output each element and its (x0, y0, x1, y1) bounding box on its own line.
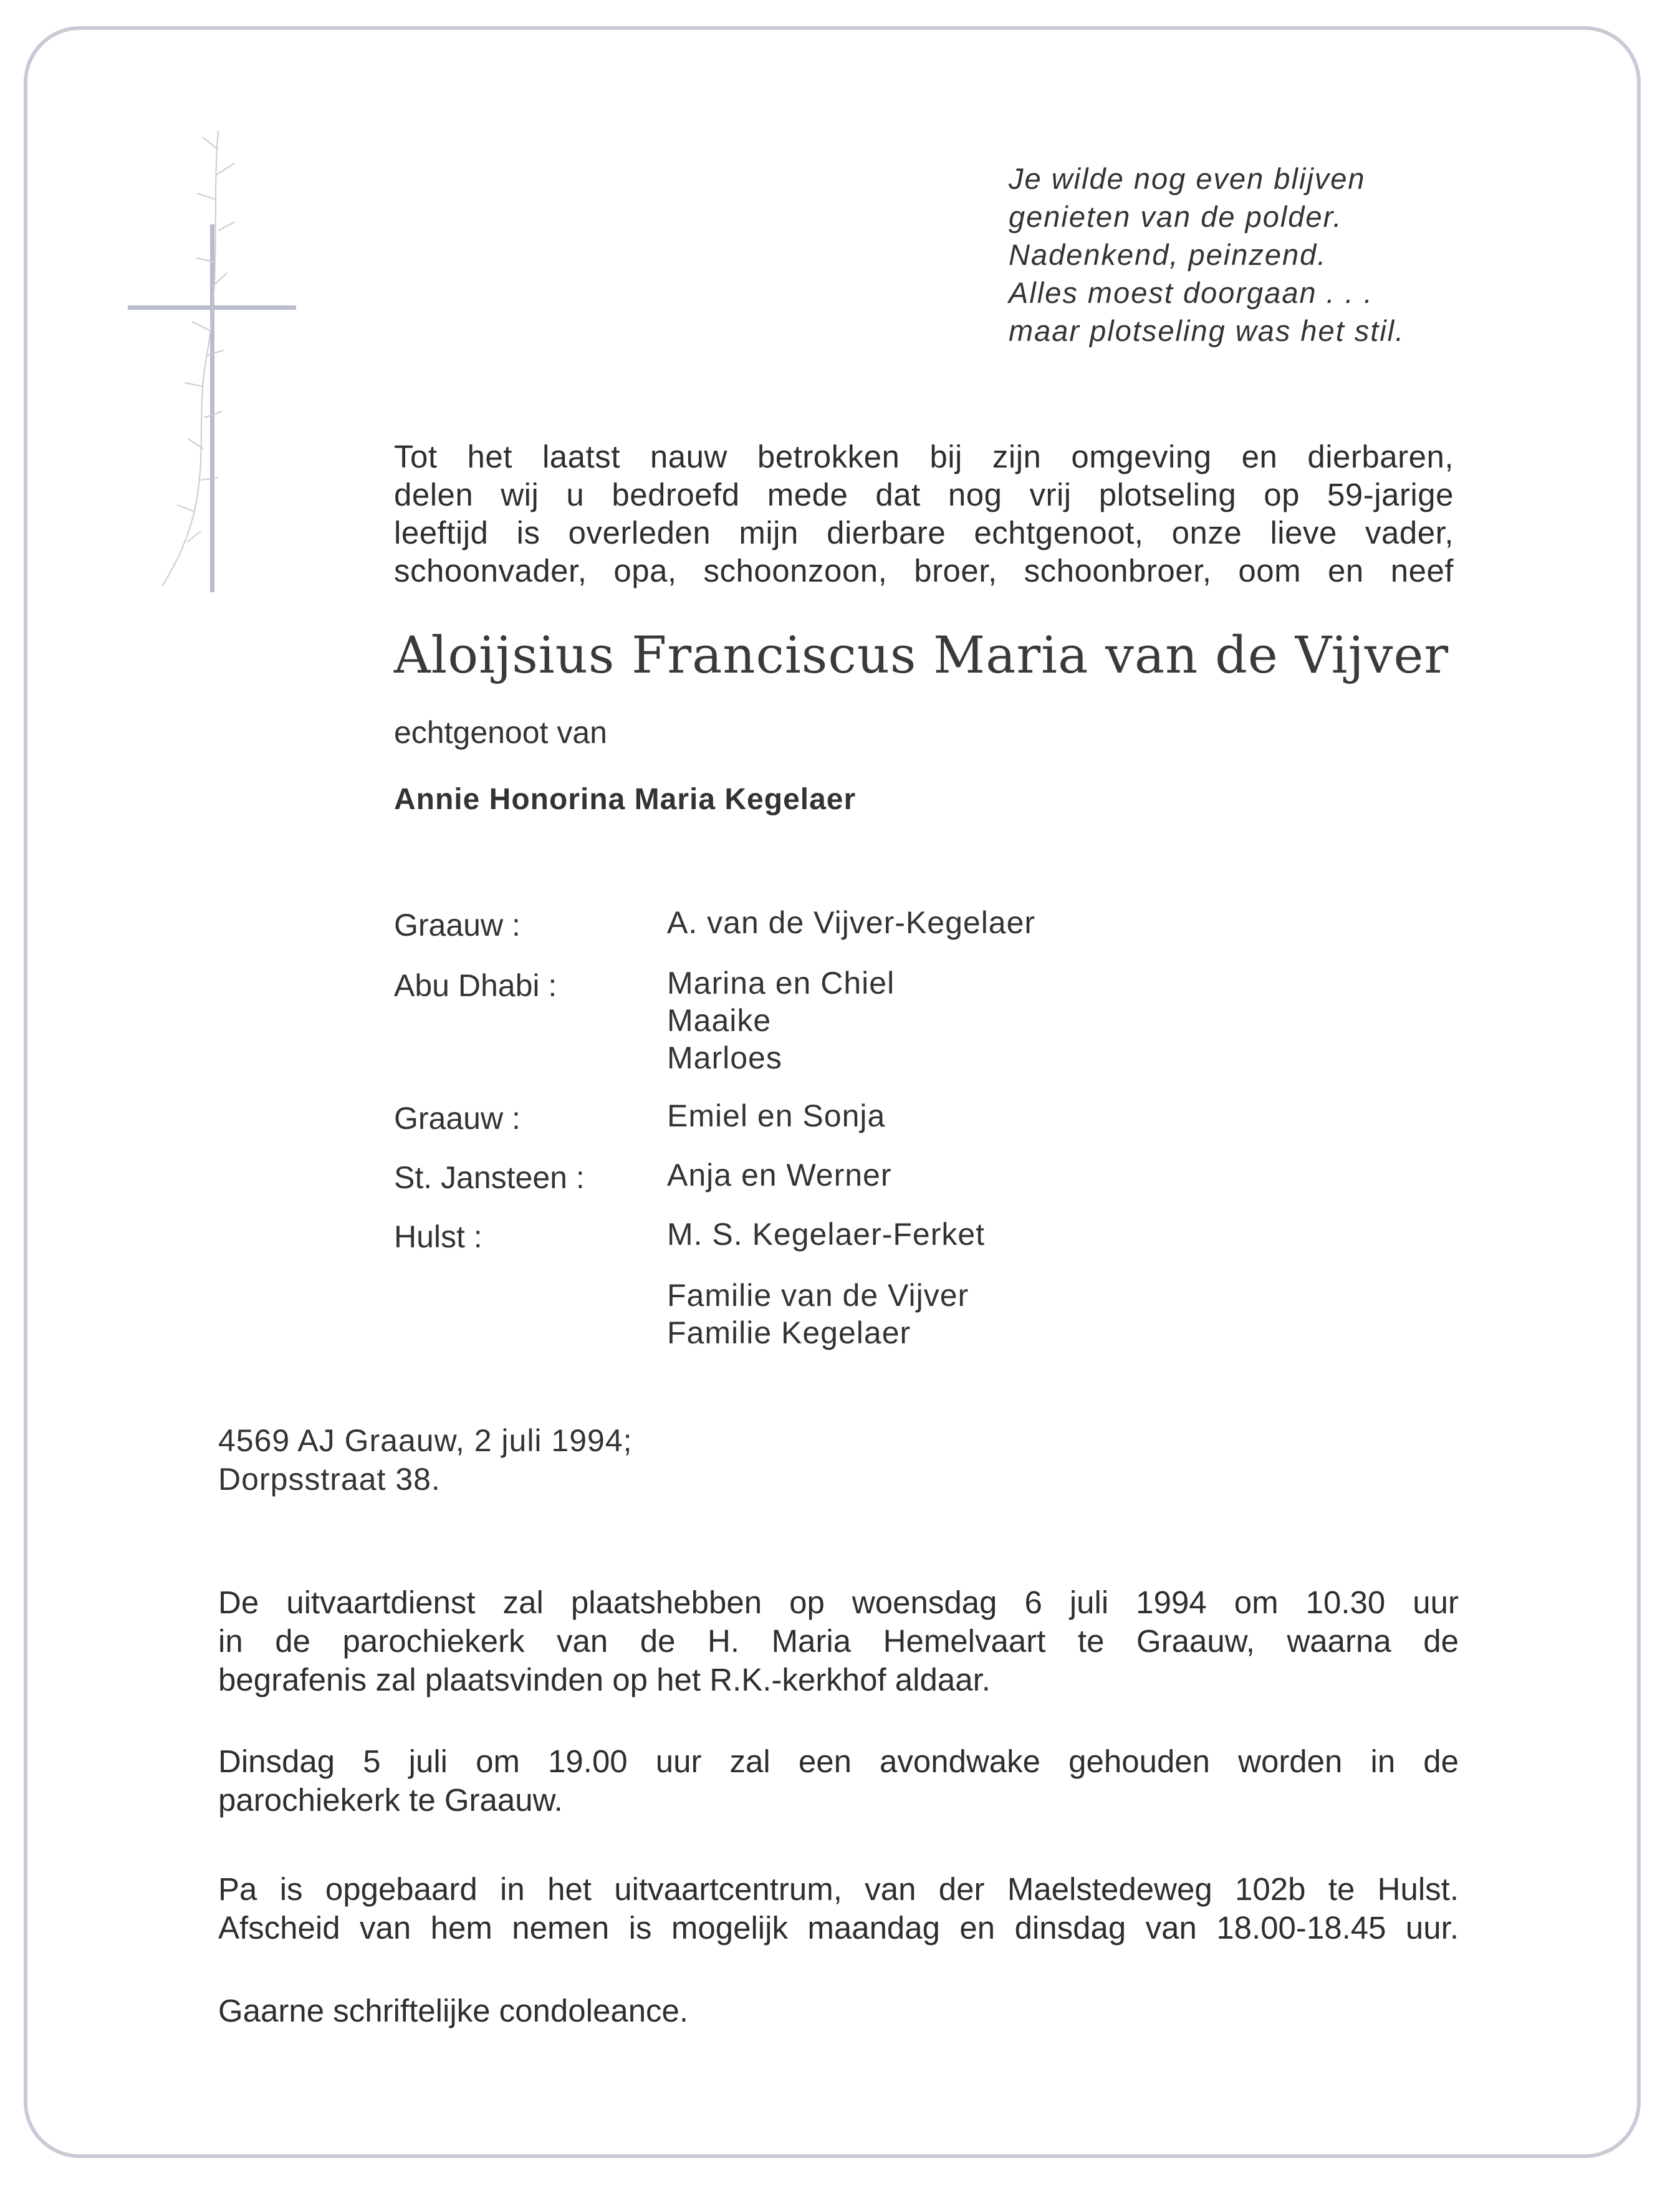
family-place: Graauw : (394, 1101, 521, 1136)
paragraph-line: parochiekerk te Graauw. (218, 1782, 563, 1818)
announcement-intro (394, 438, 1454, 590)
funeral-service-paragraph (218, 1583, 1459, 1699)
family-name: A. van de Vijver-Kegelaer (667, 905, 1036, 940)
intro-line: leeftijd is overleden mijn dierbare echtgenoot, onze lieve vader, (394, 515, 1454, 550)
vigil-paragraph (218, 1742, 1459, 1820)
paragraph-line: in de parochiekerk van de H. Maria Hemelvaart te Graauw, waarna de (218, 1623, 1459, 1659)
family-names (667, 904, 1035, 941)
family-name: Marina en Chiel (667, 966, 895, 1000)
poem (1009, 160, 1404, 350)
family-name: Anja en Werner (667, 1158, 892, 1192)
family-name: Familie Kegelaer (667, 1315, 911, 1350)
poem-line: genieten van de polder. (1009, 200, 1343, 233)
paragraph-line: Afscheid van hem nemen is mogelijk maandag en dinsdag van 18.00-18.45 uur. (218, 1910, 1459, 1946)
address-block (218, 1421, 633, 1499)
paragraph-line: Gaarne schriftelijke condoleance. (218, 1993, 689, 2028)
condolence-paragraph (218, 1992, 1459, 2030)
spouse-label: echtgenoot van (394, 715, 607, 750)
family-name: Marloes (667, 1040, 782, 1075)
spouse-name: Annie Honorina Maria Kegelaer (394, 783, 857, 816)
family-name: Familie van de Vijver (667, 1278, 969, 1313)
family-place: Abu Dhabi : (394, 968, 557, 1003)
cross-with-branch-icon (125, 125, 305, 598)
family-names (667, 1097, 885, 1135)
family-place: St. Jansteen : (394, 1160, 585, 1195)
family-place: Graauw : (394, 908, 521, 943)
viewing-paragraph (218, 1870, 1459, 1947)
deceased-name: Aloijsius Franciscus Maria van de Vijver (394, 626, 1449, 685)
family-name: Emiel en Sonja (667, 1098, 886, 1133)
family-place: Hulst : (394, 1219, 482, 1254)
family-name: Maaike (667, 1003, 772, 1038)
family-names (667, 964, 895, 1077)
family-names (667, 1277, 969, 1351)
family-names (667, 1216, 985, 1253)
address-line: Dorpsstraat 38. (218, 1462, 441, 1497)
address-line: 4569 AJ Graauw, 2 juli 1994; (218, 1423, 633, 1458)
paragraph-line: begrafenis zal plaatsvinden op het R.K.-kerkhof aldaar. (218, 1662, 991, 1697)
poem-line: Alles moest doorgaan . . . (1009, 276, 1373, 309)
family-names (667, 1156, 891, 1194)
paragraph-line: Dinsdag 5 juli om 19.00 uur zal een avondwake gehouden worden in de (218, 1744, 1459, 1779)
poem-line: maar plotseling was het stil. (1009, 314, 1405, 347)
intro-line: schoonvader, opa, schoonzoon, broer, schoonbroer, oom en neef (394, 553, 1454, 588)
intro-line: Tot het laatst nauw betrokken bij zijn omgeving en dierbaren, (394, 439, 1454, 474)
intro-line: delen wij u bedroefd mede dat nog vrij plotseling op 59-jarige (394, 477, 1454, 512)
paragraph-line: Pa is opgebaard in het uitvaartcentrum, van der Maelstedeweg 102b te Hulst. (218, 1871, 1459, 1907)
paragraph-line: De uitvaartdienst zal plaatshebben op woensdag 6 juli 1994 om 10.30 uur (218, 1585, 1459, 1620)
poem-line: Je wilde nog even blijven (1009, 162, 1366, 195)
poem-line: Nadenkend, peinzend. (1009, 238, 1327, 271)
family-name: M. S. Kegelaer-Ferket (667, 1217, 986, 1252)
